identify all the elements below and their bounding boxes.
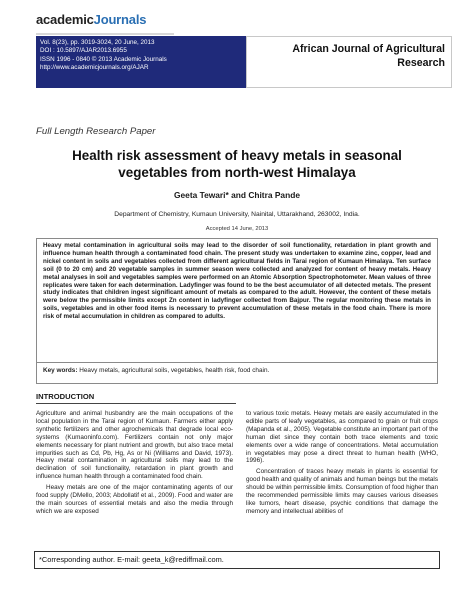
doi: DOI : 10.5897/AJAR2013.6955	[40, 47, 127, 55]
paragraph: to various toxic metals. Heavy metals are easily accumulated in the edible parts of leafy vegetables, as compared to grain or fruit crops (Mapanda et al., 2005). Vegetable constitute an important part of the human diet since they contain both trace elements and toxic elements over a wide range of concentrations. Metal accumulation in vegetables may pose a direct threat to human health (WHO, 1996).	[246, 410, 438, 465]
title-line-2: vegetables from north-west Himalaya	[118, 164, 356, 180]
logo-underline	[36, 33, 174, 35]
publisher-logo	[36, 12, 146, 27]
volume-pages: Vol. 8(23), pp. 3019-3024, 20 June, 2013	[40, 39, 155, 46]
body-column-right	[246, 410, 438, 519]
keywords-label: Key words:	[43, 367, 78, 374]
affiliation: Department of Chemistry, Kumaun University, Nainital, Uttarakhand, 263002, India.	[114, 211, 360, 218]
journal-name-line-1: African Journal of Agricultural	[292, 43, 445, 55]
journal-url[interactable]: http://www.academicjournals.org/AJAR	[40, 64, 149, 72]
issue-metadata-box	[36, 36, 246, 88]
journal-header	[36, 12, 452, 88]
authors: Geeta Tewari* and Chitra Pande	[174, 190, 300, 200]
issn: ISSN 1996 - 0840 © 2013 Academic Journals	[40, 55, 167, 63]
body-column-left	[36, 410, 233, 519]
paper-type: Full Length Research Paper	[36, 126, 156, 137]
journal-name	[255, 42, 445, 70]
paper-title	[40, 148, 434, 181]
keywords-list: Heavy metals, agricultural soils, vegetables, health risk, food chain.	[79, 367, 270, 374]
logo-text-academic: academic	[36, 12, 94, 27]
accepted-date: Accepted 14 June, 2013	[205, 226, 269, 232]
journal-name-box	[246, 36, 452, 88]
journal-name-line-2: Research	[397, 57, 445, 69]
logo-text-journals: Journals	[93, 12, 147, 27]
abstract-box	[36, 238, 438, 384]
corresponding-author-footnote: *Corresponding author. E-mail: geeta_k@rediffmail.com.	[34, 551, 440, 569]
paragraph: Agriculture and animal husbandry are the main occupations of the local population in the Tarai region of Kumaun. Farmers either apply synthetic fertilizers and other agrochemicals that degrade local eco-systems (Kumaoninfo.com). Fertilizers contain not only major elements necessary for plant nutrient and growth, but also trace metal impurities such as Cd, Pb, Hg, As or Ni (Williams and David, 1973). Heavy metal contamination in agricultural soils may lead to the declination of soil functionality, retardation in plant growth and influence human health through a contaminated food chain.	[36, 410, 233, 481]
abstract-text: Heavy metal contamination in agricultural soils may lead to the disorder of soil functionality, retardation in plant growth and influence human health through a contaminated food chain. The present study was undertaken to examine zinc, copper, lead and nickel content in soils and vegetables collected from different agricultural fields in Tarai region of Kumaun Himalaya. Ten surface soil (0 to 20 cm) and 20 vegetable samples in summer season were collected and analyzed for content of heavy metals. Heavy metal analyses in soil and vegetables samples were performed on an Atomic Absorption Spectrophotometer. Mean values of three replicates were taken for each determination. Ladyfinger was found to be the best accumulator of all detected metals. The present study indicates that children ingest significant amount of metals as compared to the adult. However, the content of these metals were below the permissible limits except Zn content in ladyfinger collected from Bajpur. The regular monitoring these metals in soils, vegetables and in other food items is necessary to prevent accumulation of these metals in the food chain. There is more risk of metal accumulation in children as compared to adults.	[43, 242, 431, 321]
section-heading-introduction: INTRODUCTION	[36, 392, 95, 401]
keywords	[43, 367, 433, 374]
title-line-1: Health risk assessment of heavy metals in seasonal	[72, 148, 402, 163]
section-heading-rule	[36, 403, 236, 404]
paragraph: Heavy metals are one of the major contaminating agents of our food supply (DMello, 2003; Abdollatif et al., 2009). Food and water are the main sources of essential metals and also the media through which we are exposed	[36, 484, 233, 515]
keywords-divider	[37, 362, 437, 363]
paragraph: Concentration of traces heavy metals in plants is essential for good health and quality of animals and human beings but the metals should be within permissible limits. Consumption of food higher than the recommended permissible limits may causes various diseases like tumors, heart disease, psychic conditions that damage the memory and intellectual abilities of	[246, 468, 438, 515]
